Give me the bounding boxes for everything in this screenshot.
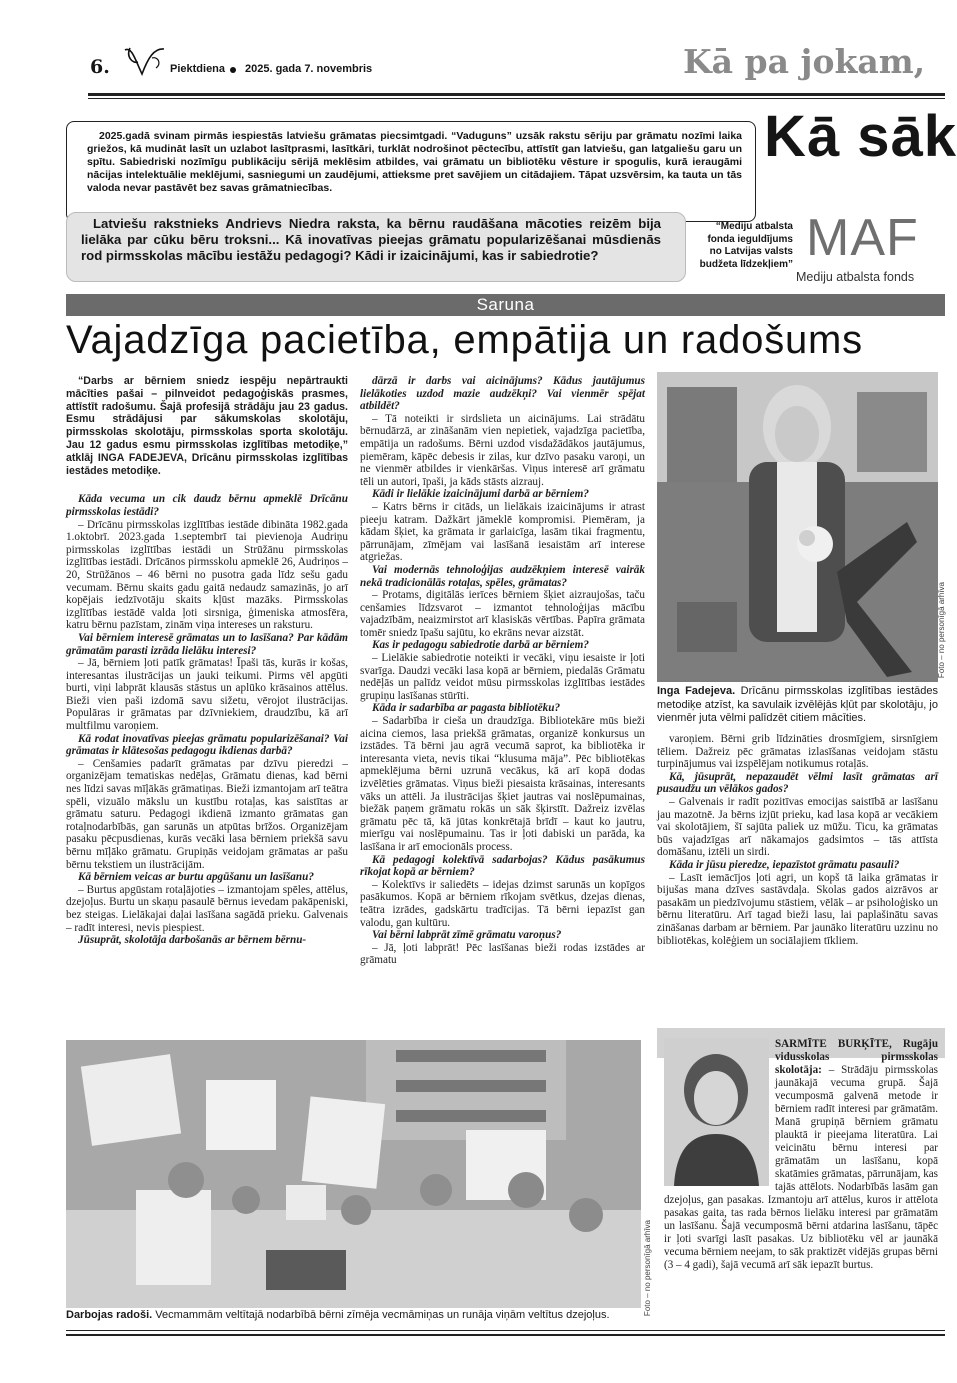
header-rule-thin [88,98,945,99]
sidebar-text-full: pasakas. Izmantoju arī attēlus, kuros ir attēlota pasakas gaita, tas rada bērnos lielāku interesi par grāmatām un lasīšanu. Šajā vecumposmā bērni atdarina lasīšanu, tāpēc ir ļoti svarīgi lasīt pasakas. Uz bibliotēku vēl ar jaunākā vecuma bērniem neejam, to sāk praktizēt vidējās grupas bērni (3 – 4 gadi), šajā vecumā arī sāk iepazīt burtus. [664,1194,938,1271]
interview-question: dārzā ir darbs vai aicinājums? Kādus jautājumus lielākoties uzdod mazie audzēkņi? Vai vienmēr spējat atbildēt? [360,375,645,413]
portrait-caption-text: Drīcānu pirmsskolas izglītības iestādes metodiķe atzīst, ka savulaik izvēlējās kļūt par skolotāju, jo vienmēr juta vēlmi palīdzēt citiem mācīties. [657,685,939,725]
children-photo [66,1040,641,1308]
column-1-body [66,493,348,946]
interview-answer: varoņiem. Bērni grib līdzināties drosmīgiem, sirsnīgiem tēliem. Dažreiz pēc grāmatas izlasīšanas veidojam stāstu turpinājumus vai izspēlējam notikumus rotaļās. [657,733,938,771]
interview-answer: – Lielākie sabiedrotie noteikti ir vecāki, viņu iesaiste ir ļoti svarīga. Daudzi vecāki lasa kopā ar bērniem, piedalās Grāmatu nedēļās un palīdz veidot mūsu pirmsskolas izglītības iestādes grupiņu lasīšanas stūrīti. [360,652,645,702]
article-column-3 [657,733,938,1031]
column-3-body [657,733,938,947]
article-column-2 [360,375,645,1040]
interview-answer: – Cenšamies padarīt grāmatas par dzīvu pieredzi – organizējam tematiskas nedēļas, Grāmatu dienas, kad bērni nes līdzi savas mīļākās grāmatiņas. Bieži izmantojam arī teātra spēli, vizuālo mākslu un kustību rotaļas, kas saistītas ar grāmatu saturu. Pedagogi ikdienā izmanto grāmatas gan rotaļnodarbībās, gan sarunās un atpūtas brīžos. Organizējam pasaku pēcpusdienas, kurās vecāki lasa bērniem priekšā savu bērnu mīļāko grāmatu. Grupiņās veidojam grāmatas ar pašu bērnu tekstiem un ilustrācijām. [66,757,348,871]
children-caption-name: Darbojas radoši. [66,1309,153,1321]
interview-answer: – Katrs bērns ir citāds, un lielākais izaicinājums ir atrast pieeju katram. Dažkārt jāmeklē kompromisi. Piemēram, ja kādam šķiet, ka grāmata ir garlaicīga, lasām tikai fragmentu, pārrunājam, zīmējam vai lasīšanā iesaistām arī interese atgriežas. [360,500,645,564]
article-column-1 [66,375,348,1040]
interview-answer: – Galvenais ir radīt pozitīvas emocijas saistībā ar lasīšanu jau mazotnē. Ja bērns izjūt prieku, kad lasa kopā ar vecākiem vai skolotājiem, šī sajūta paliek uz mūžu. Ticu, ka grāmatas būs vajadzīgas arī nākamajos gadsimtos – tās attīsta domāšanu, iztēli un sirdi. [657,795,938,859]
children-caption [66,1309,641,1323]
interview-answer: – Jā, bērniem ļoti patīk grāmatas! Īpaši tās, kurās ir košas, interesantas ilustrācijas un jauki teikumi. Pirms vēl apgūti burti, viņi labprāt klausās stāstus un aplūko krāsainos attēlus. Bieži vien paši izdomā savu sižetu, vērojot ilustrācijas. Populāras ir grāmatas par dzīvniekiem, draudzību, kā arī multfilmu varoņiem. [66,657,348,733]
interview-answer: – Sadarbība ir cieša un draudzīga. Bibliotekāre mūs bieži aicina ciemos, lasa priekšā grāmatas, organizē konkursus un izstādes. Tā bērni jau agrā vecumā saprot, ka bibliotēka ir interesanta vieta, nevis tikai “klusuma māja”. Pēc bibliotēkas apmeklējuma bērni uzrunā vecākus, kā arī kopā dodas izvēlēties grāmatas. Viņus bieži piesaista krāsainas, interesants vāks un attēli. Ja ilustrācijas šķiet jautras vai noslēpumainas, biežāk paņem grāmatu rokās un sāk šķirstīt. Dažreiz izvēlas grāmatu pēc tā, kā jūtas konkrētajā brīdī – kaut ko jautru, mierīgu vai noslēpumainu. Tas ir ļoti dabiski un parāda, ka lasīšana ir arī emocionāls process. [360,715,645,853]
intro-box [66,121,756,222]
issue-date: 2025. gada 7. novembris [245,63,373,75]
interview-question: Kā rodat inovatīvas pieejas grāmatu popularizēšanai? Vai grāmatas ir klātesošas pedagogu ikdienas darbā? [66,732,348,758]
interview-question: Kas ir pedagogu sabiedrotie darbā ar bērniem? [372,639,589,652]
column-2-body [360,375,645,967]
bullet-icon [230,67,236,73]
sidebar-text [664,1038,938,1278]
interview-question: Kāda vecuma un cik daudz bērnu apmeklē Drīcānu pirmsskolas iestādi? [66,493,348,518]
portrait-credit: Foto – no personīgā arhīva [937,582,946,679]
intro-text: 2025.gadā svinam pirmās iespiestās latviešu grāmatas piecsimtgadi. “Vaduguns” uzsāk rakstu sēriju par grāmatu nozīmi laika griežos, kā mudināt lasīt un uzlabot lasītprasmi, lasītkāri, turklāt nodrošinot pēctecību, attīstīt gan latviešu, gan latgaliešu garu un spītu. Sabiedriski nozīmīgu publikāciju sērijā meklēsim atbildes, vai grāmatu un bibliotēku vēsture ir spogulis, kurā ieraugāmi nācijas intelektuālie meklējumi, sasniegumi un zaudējumi, attieksme pret savējiem un citādajiem. Tāpat uzsvērsim, ka tauta un tās valoda nevar pastāvēt bez savas grāmatniecības. [87,130,742,195]
page-number: 6. [90,56,110,78]
series-title: Kā sāk [764,104,957,169]
portrait-caption-name: Inga Fadejeva. [657,685,736,697]
maf-logo: MAF [806,209,919,267]
interview-answer: – Lasīt iemācījos ļoti agri, un kopš tā laika grāmatas ir bijušas mana dzīves sastāvdaļa. Skolas gados aizrāvos ar pasakām un piedzīvojumu stāstiem, vēlāk – ar psiholoģisko un bērnu literatūru. Arī tagad bieži lasu, lai paplašinātu savas zināšanas darbam ar bērniem. Par jaunāko literatūru uzzinu no bibliotēkas, kolēģiem un sociālajiem tīkliem. [657,871,938,947]
interview-question: Kāda ir sadarbība ar pagasta bibliotēku? [372,702,561,715]
newspaper-logo-icon [122,44,168,80]
interview-answer: – Burtus apgūstam rotaļājoties – izmantojam spēles, attēlus, dzejoļus. Burtu un skaņu pasaulē bērnus ievedam pakāpeniski, bez steigas. Lielākajai daļai lasīšana sagādā prieku. Galvenais – radīt interesi, nevis piespiest. [66,883,348,934]
interview-question: Vai modernās tehnoloģijas audzēkņiem interesē vairāk nekā tradicionālās rotaļas, spēles, grāmatas? [360,563,645,589]
lead-box [66,212,686,282]
header-rule [88,93,945,96]
headline: Vajadzīga pacietība, empātija un radošums [66,318,863,362]
maf-quote: “Mediju atbalsta fonda ieguldījums no Latvijas valsts budžeta līdzekļiem” [699,221,793,270]
portrait-woman-illustration [657,372,938,682]
footer-rule [66,1330,945,1331]
rubric-label: Saruna [476,295,535,314]
children-drawing-illustration [66,1040,641,1308]
interview-question: Kā, jūsuprāt, nepazaudēt vēlmi lasīt grāmatas arī pusaudžu un vēlākos gados? [657,770,938,796]
issue-day: Piektdiena [170,63,226,75]
children-credit: Foto – no personīgā arhīva [643,1220,652,1317]
children-caption-text: Vecmammām veltītajā nodarbībā bērni zīmēja vecmāmiņas un runāja viņām veltītus dzejoļus. [152,1309,610,1321]
sidebar-name: SARMĪTE BURĶĪTE, [775,1038,892,1050]
portrait-caption [657,685,938,726]
interview-question: Vai bērni labprāt zīmē grāmatu varoņus? [372,929,562,942]
interview-question: Kādi ir lielākie izaicinājumi darbā ar bērniem? [372,488,589,501]
footer-rule-thick [66,1334,945,1336]
interview-question: Jūsuprāt, skolotāja darbošanās ar bērnem bērnu- [78,934,307,947]
section-title: Kā pa jokam, [683,42,926,81]
portrait-photo [657,372,938,682]
interview-question: Kāda ir jūsu pieredze, iepazīstot grāmatu pasauli? [669,858,900,871]
sidebar-role: Rugāju vidusskolas pirmsskolas skolotāja: [775,1038,938,1076]
interview-answer: – Drīcānu pirmsskolas izglītības iestāde dibināta 1982.gada 1.oktobrī. 2023.gada 1.septembrī tai pievienoja Audriņu pirmsskolas izglītības iestādi un Strūžānu pirmsskolas izglītības iestādi. Drīcānos pirmsskolu apmeklē 26, Audriņos – 20, Strūžānos – 46 bērni no pusotra gada līdz sešu gadu vecumam. Bērnu skaits gadu gaitā nedaudz samazinās, jo arī kopējais iedzīvotāju skaits kļūst mazāks. Pirmsskolas izglītības iestādē valda ļoti sirsniga, ģimeniska atmosfēra, katru bērnu pazīstam, zinām viņa intereses un raksturu. [66,518,348,632]
interview-answer: – Kolektīvs ir saliedēts – idejas dzimst sarunās un kopīgos pasākumos. Kopā ar bērniem rīkojam svētkus, dzejas dienas, teātra izrādes, gadskārtu tradīcijas. Tā bērni iepazīst gan valodu, gan kultūru. [360,878,645,929]
maf-caption: Mediju atbalsta fonds [796,270,915,284]
sidebar-text-wrap: – Strādāju pirmsskolas jaunākajā vecuma grupā. Šajā vecumposmā galvenā metode ir bērniem radīt interesi par grāmatām. Manā grupiņā bērniem grāmatu plauktā ir pieejama literatūra. Lai veicinātu bērnu interesi par grāmatām un lasīšanu, kopā skatāmies grāmatas, pārrunājam, kas tajās attēlots. Nodarbībās lasām gan dzejoļus, gan [664,1064,938,1206]
interview-answer: – Jā, ļoti labprāt! Pēc lasīšanas bieži rodas izstādes ar grāmatu [360,941,645,967]
lead-text: Latviešu rakstnieks Andrievs Niedra raksta, ka bērnu raudāšana mācoties reizēm bija lielāka par cūku bēru troksni... Kā inovatīvas pieejas grāmatu popularizēšanai mūsdienās rod pirmsskolas mācību iestāžu pedagogi? Kādi ir izaicinājumi, kas ir sabiedrotie? [81,216,661,264]
interview-answer: – Protams, digitālās ierīces bērniem šķiet aizraujošas, taču cenšamies līdzsvarot – izmantot tehnoloģijas mācību vajadzībām, neaizmirstot arī klasiskās vērtības. Papīra grāmata tomēr sniedz īpašu sajūtu, ko ekrāns nevar aizstāt. [360,589,645,639]
interview-question: Vai bērniem interesē grāmatas un to lasīšana? Par kādām grāmatām parasti izrāda lielāku interesi? [66,631,348,657]
interview-question: Kā bērniem veicas ar burtu apgūšanu un lasīšanu? [78,871,314,884]
interview-answer: – Tā noteikti ir sirdslieta un aicinājums. Lai strādātu bērnudārzā, ar zināšanām vien nepietiek, vajadzīga pacietība, empātija un radošums. Bērni uzdod visdažādākos jautājumus, piemēram, kāpēc debesis ir zilas, kur dzīvo pasaku varoņi, un ne vienmēr atbildes ir vienkāršas. Viņus interesē arī grāmatu tēli un autori, īpaši, ja kāds stāsts aizrauj. [360,412,645,488]
article-intro: “Darbs ar bērniem sniedz iespēju nepārtraukti mācīties pašai – pilnveidot pedagoģiskās prasmes, attīstīt radošumu. Šajā profesijā strādāju jau 23 gadus. Esmu strādājusi par sākumskolas skolotāju, pirmsskolas skolotāju, pirmsskolas sporta skolotāju. Jau 12 gadus esmu pirmsskolas izglītības metodiķe,” atklāj INGA FADEJEVA, Drīcānu pirmsskolas izglītības iestādes metodiķe. [66,375,348,477]
interview-question: Kā pedagogi kolektīvā sadarbojas? Kādus pasākumus rīkojat kopā ar bērniem? [360,853,645,879]
